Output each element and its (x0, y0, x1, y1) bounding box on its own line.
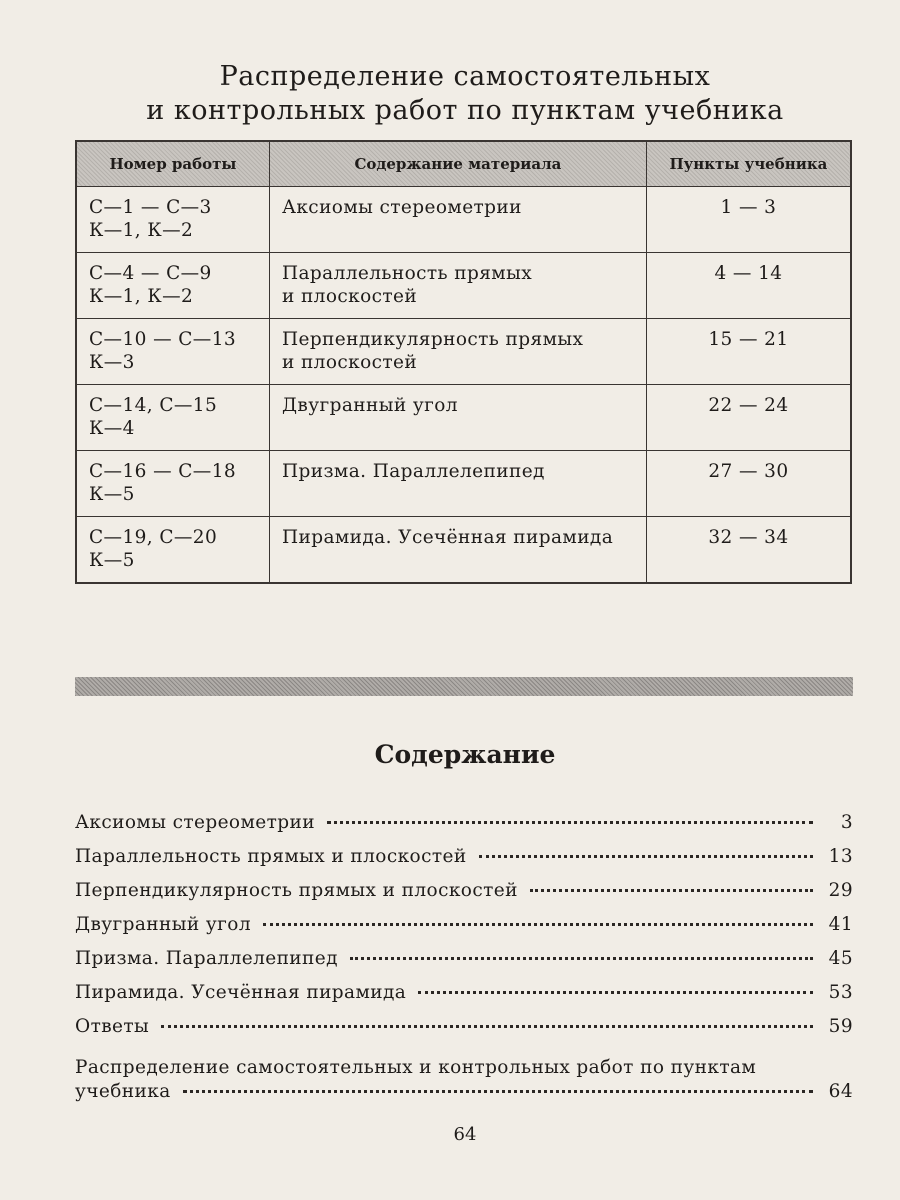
work-line-2: К—5 (89, 550, 135, 571)
toc-item-page: 3 (840, 812, 853, 833)
header-content: Содержание материала (269, 141, 646, 187)
content-line-1: Двугранный угол (281, 395, 458, 416)
heading-line-2: и контрольных работ по пунктам учебника (146, 95, 784, 126)
points-cell: 27 — 30 (646, 451, 851, 517)
work-cell (76, 253, 269, 319)
work-line-1: С—1 — С—3 (89, 197, 212, 218)
content-line-2: и плоскостей (281, 286, 418, 307)
toc-leader-dots (263, 923, 813, 926)
toc-item-page: 13 (828, 846, 853, 867)
toc-title: Содержание (374, 740, 556, 769)
toc-item-label: Параллельность прямых и плоскостей (75, 846, 467, 867)
points-cell: 32 — 34 (646, 517, 851, 583)
toc-item-label: Пирамида. Усечённая пирамида (75, 982, 407, 1003)
table-row (76, 385, 851, 451)
table-row (76, 517, 851, 583)
toc-item-page: 53 (828, 982, 853, 1003)
toc-leader-dots (161, 1025, 813, 1028)
points-cell: 15 — 21 (646, 319, 851, 385)
toc-item-multiline[interactable] (75, 1056, 853, 1104)
content-cell (269, 253, 646, 319)
toc-item[interactable] (75, 880, 853, 914)
work-line-2: К—4 (89, 418, 135, 439)
work-line-1: С—16 — С—18 (89, 461, 237, 482)
table-row (76, 451, 851, 517)
toc-item-second-line (75, 1080, 853, 1104)
content-cell (269, 187, 646, 253)
toc-item[interactable] (75, 914, 853, 948)
header-textbook-points: Пункты учебника (646, 141, 851, 187)
toc-item-label: Перпендикулярность прямых и плоскостей (75, 880, 518, 901)
toc-item[interactable] (75, 948, 853, 982)
toc-item[interactable] (75, 846, 853, 880)
page-number: 64 (453, 1124, 477, 1145)
toc-item[interactable] (75, 812, 853, 846)
work-line-1: С—4 — С—9 (89, 263, 212, 284)
points-cell: 1 — 3 (646, 187, 851, 253)
content-line-1: Аксиомы стереометрии (281, 197, 522, 218)
work-line-2: К—3 (89, 352, 135, 373)
toc-leader-dots (183, 1090, 813, 1093)
toc-item-page: 45 (828, 948, 853, 969)
table-of-contents (75, 812, 853, 1104)
toc-leader-dots (530, 889, 813, 892)
work-cell (76, 319, 269, 385)
toc-item-page: 64 (828, 1081, 853, 1102)
toc-item-label: Аксиомы стереометрии (75, 812, 315, 833)
toc-item[interactable] (75, 982, 853, 1016)
content-cell (269, 385, 646, 451)
work-cell (76, 517, 269, 583)
table-row (76, 253, 851, 319)
content-line-2: и плоскостей (281, 352, 418, 373)
heading-line-1: Распределение самостоятельных (219, 61, 711, 92)
work-line-1: С—19, С—20 (89, 527, 218, 548)
points-cell: 22 — 24 (646, 385, 851, 451)
toc-item[interactable] (75, 1016, 853, 1050)
toc-item-label: Двугранный угол (75, 914, 251, 935)
table-header-row (76, 141, 851, 187)
work-cell (76, 385, 269, 451)
toc-item-page: 59 (828, 1016, 853, 1037)
content-line-1: Призма. Параллелепипед (281, 461, 545, 482)
points-cell: 4 — 14 (646, 253, 851, 319)
work-line-1: С—10 — С—13 (89, 329, 237, 350)
work-line-2: К—1, К—2 (89, 220, 194, 241)
page-heading (0, 60, 900, 128)
toc-item-label: Призма. Параллелепипед (75, 948, 338, 969)
work-line-2: К—5 (89, 484, 135, 505)
content-cell (269, 451, 646, 517)
content-cell (269, 319, 646, 385)
toc-leader-dots (479, 855, 813, 858)
toc-item-page: 41 (828, 914, 853, 935)
table-row (76, 187, 851, 253)
content-line-1: Перпендикулярность прямых (281, 329, 584, 350)
table-row (76, 319, 851, 385)
toc-leader-dots (327, 821, 813, 824)
content-line-1: Параллельность прямых (281, 263, 533, 284)
section-divider-band (75, 677, 853, 696)
toc-item-page: 29 (828, 880, 853, 901)
work-line-1: С—14, С—15 (89, 395, 218, 416)
toc-item-label: Ответы (75, 1016, 150, 1037)
work-line-2: К—1, К—2 (89, 286, 194, 307)
toc-leader-dots (418, 991, 813, 994)
toc-leader-dots (350, 957, 813, 960)
content-cell (269, 517, 646, 583)
work-cell (76, 451, 269, 517)
content-line-1: Пирамида. Усечённая пирамида (281, 527, 614, 548)
header-work-number: Номер работы (76, 141, 269, 187)
distribution-table (75, 140, 852, 584)
work-cell (76, 187, 269, 253)
toc-item-label-line-2: учебника (75, 1081, 171, 1102)
toc-item-label-line-1: Распределение самостоятельных и контрольных работ по пунктам (75, 1057, 757, 1078)
